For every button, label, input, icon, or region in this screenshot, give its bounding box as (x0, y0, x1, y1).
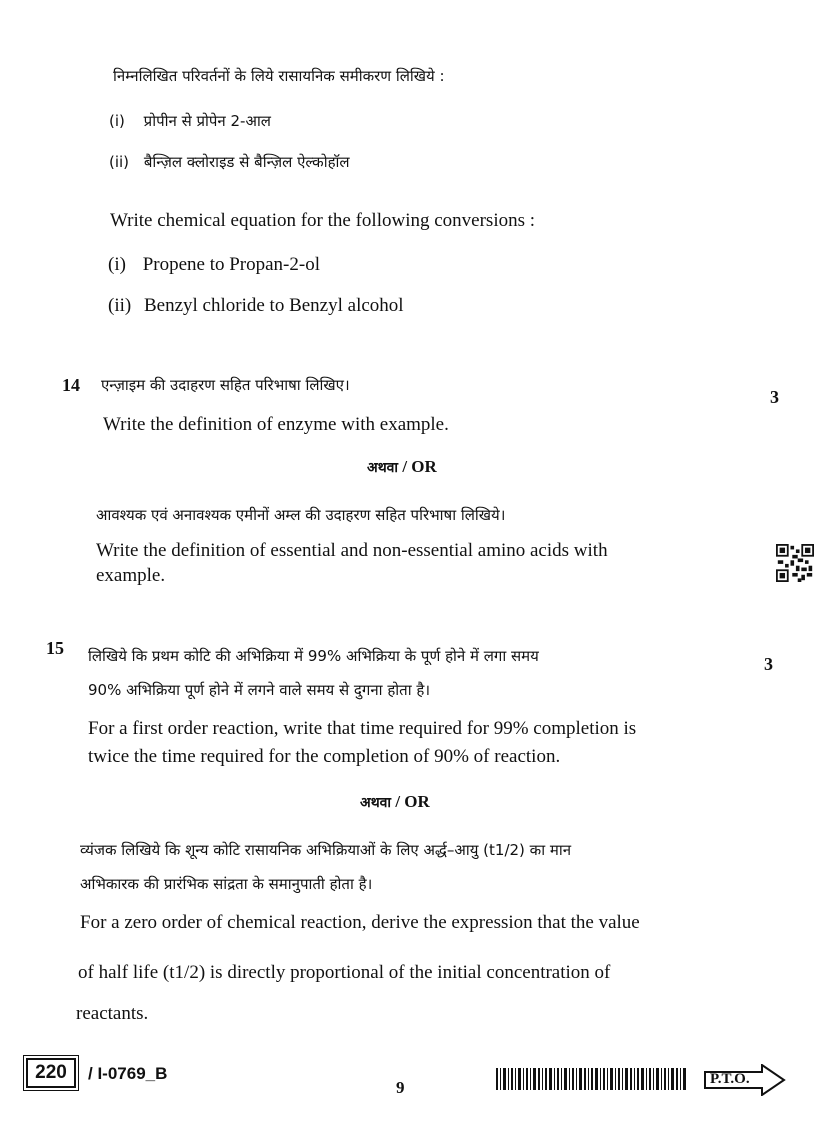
en-item-2-text: Benzyl chloride to Benzyl alcohol (143, 295, 404, 316)
page-number: 9 (396, 1078, 405, 1097)
hi-item-1-text: प्रोपीन से प्रोपेन 2-आल (143, 112, 271, 130)
q15-alt-en-line2: of half life (t1/2) is directly proportional of the initial concentration of (78, 962, 611, 983)
q14-alt-en-line1: Write the definition of essential and non-essential amino acids with (96, 540, 608, 561)
hi-item-1 (109, 111, 271, 131)
en-item-1-text: Propene to Propan-2-ol (142, 254, 320, 275)
paper-code: / I-0769_B (88, 1064, 168, 1083)
code-box: 220 (26, 1058, 76, 1088)
barcode-icon (496, 1068, 688, 1090)
en-item-1-num: (i) (108, 254, 126, 275)
pto-label: P.T.O. (710, 1071, 750, 1087)
q15-alt-en-line3: reactants. (76, 1003, 149, 1024)
hi-item-2-text: बैन्ज़िल क्लोराइड से बैन्ज़िल ऐल्कोहॉल (143, 153, 350, 171)
q15-number: 15 (46, 638, 64, 658)
q14-hi: एन्ज़ाइम की उदाहरण सहित परिभाषा लिखिए। (101, 376, 350, 394)
q15-alt-hi-line1: व्यंजक लिखिये कि शून्य कोटि रासायनिक अभिक्रियाओं के लिए अर्द्ध–आयु (t1/2) का मान (80, 841, 572, 859)
en-instruction: Write chemical equation for the following conversions : (110, 210, 536, 231)
q15-hi-line1: लिखिये कि प्रथम कोटि की अभिक्रिया में 99% अभिक्रिया के पूर्ण होने में लगा समय (88, 647, 539, 665)
hi-item-1-num: (i) (109, 112, 125, 130)
q15-marks: 3 (764, 654, 773, 674)
q15-en-line1: For a first order reaction, write that time required for 99% completion is (88, 718, 637, 739)
en-item-2-num: (ii) (108, 295, 132, 316)
q14-or-en: / OR (402, 457, 437, 476)
qr-code-icon (776, 544, 814, 582)
q15-alt-hi-line2: अभिकारक की प्रारंभिक सांद्रता के समानुपाती होता है। (80, 875, 373, 893)
q15-hi-line2: 90% अभिक्रिया पूर्ण होने में लगने वाले समय से दुगना होता है। (88, 681, 431, 699)
q14-alt-hi: आवश्यक एवं अनावश्यक एमीनों अम्ल की उदाहरण सहित परिभाषा लिखिये। (96, 506, 506, 524)
q14-or (367, 457, 437, 477)
q14-alt-en-line2: example. (96, 565, 166, 586)
q14-or-hi: अथवा (367, 460, 399, 476)
hi-instruction: निम्नलिखित परिवर्तनों के लिये रासायनिक समीकरण लिखिये : (113, 67, 445, 85)
q15-or (360, 792, 430, 812)
en-item-2 (108, 295, 404, 317)
q15-en-line2: twice the time required for the completion of 90% of reaction. (88, 746, 561, 767)
q15-or-en: / OR (395, 792, 430, 811)
q14-number: 14 (62, 375, 80, 395)
hi-item-2-num: (ii) (109, 153, 130, 171)
en-item-1 (108, 254, 320, 276)
hi-item-2 (109, 152, 350, 172)
q14-en: Write the definition of enzyme with example. (103, 414, 449, 435)
q15-or-hi: अथवा (360, 795, 392, 811)
q14-marks: 3 (770, 387, 779, 407)
q15-alt-en-line1: For a zero order of chemical reaction, derive the expression that the value (80, 912, 640, 933)
